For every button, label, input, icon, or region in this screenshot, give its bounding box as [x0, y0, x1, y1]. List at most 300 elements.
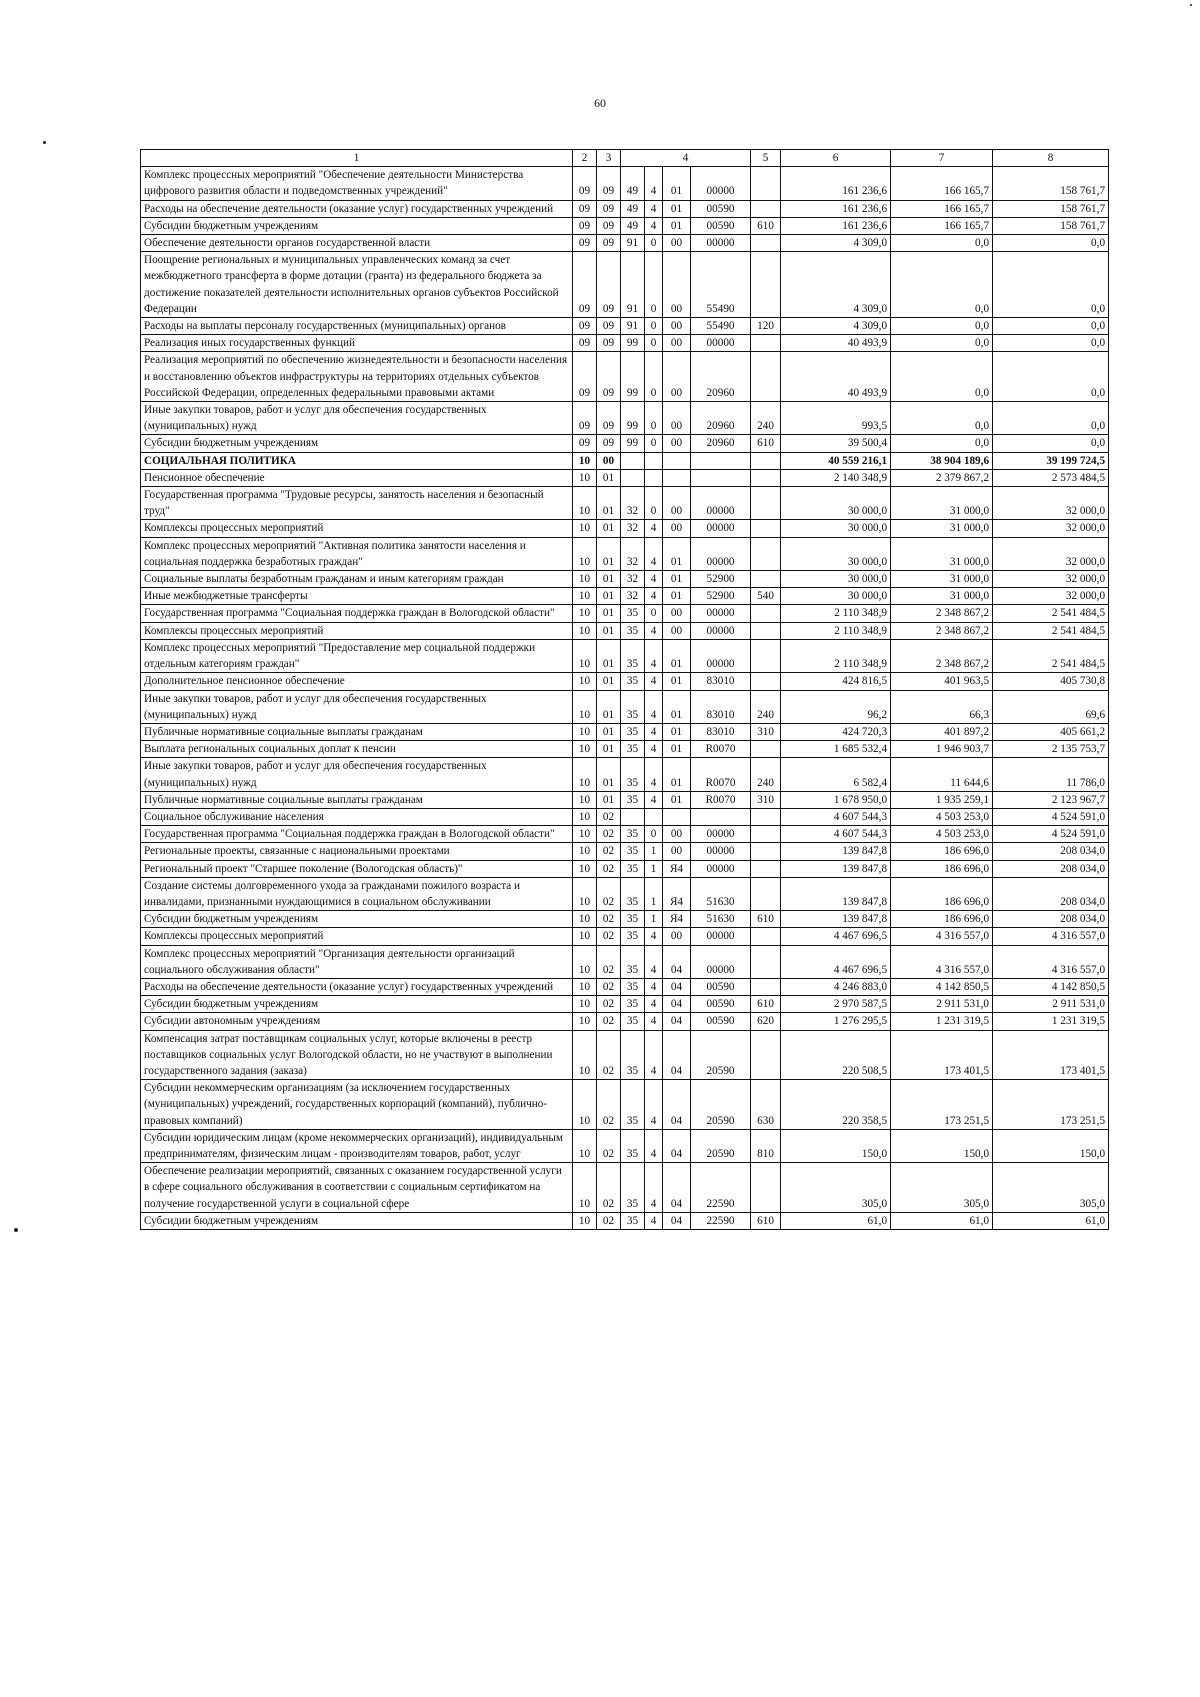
expense-type-code [751, 639, 781, 672]
amount-col-8: 405 730,8 [993, 673, 1109, 690]
program-code: 32 [621, 520, 645, 537]
table-row [141, 235, 1109, 252]
program-code: 35 [621, 605, 645, 622]
subsection-code: 01 [597, 571, 621, 588]
row-name: Обеспечение деятельности органов государственной власти [141, 235, 573, 252]
amount-col-7: 186 696,0 [891, 843, 993, 860]
amount-col-6: 220 508,5 [781, 1030, 891, 1080]
amount-col-6: 161 236,6 [781, 217, 891, 234]
program-code: 35 [621, 1030, 645, 1080]
row-name: Субсидии бюджетным учреждениям [141, 1212, 573, 1229]
table-row [141, 808, 1109, 825]
row-name: Иные межбюджетные трансферты [141, 588, 573, 605]
subsection-code: 09 [597, 318, 621, 335]
expense-type-code [751, 860, 781, 877]
amount-col-8: 2 541 484,5 [993, 622, 1109, 639]
expense-type-code [751, 843, 781, 860]
amount-col-6: 30 000,0 [781, 487, 891, 520]
section-code: 10 [573, 487, 597, 520]
subsection-code: 02 [597, 1212, 621, 1229]
amount-col-6: 161 236,6 [781, 167, 891, 200]
structure-code: 00 [663, 435, 691, 452]
expense-type-code [751, 1030, 781, 1080]
program-type-code: 4 [645, 928, 663, 945]
direction-code: 20960 [691, 435, 751, 452]
subsection-code: 01 [597, 605, 621, 622]
program-code: 49 [621, 167, 645, 200]
program-type-code: 0 [645, 487, 663, 520]
structure-code: 00 [663, 235, 691, 252]
amount-col-7: 61,0 [891, 1212, 993, 1229]
structure-code: 00 [663, 252, 691, 318]
row-name: Расходы на обеспечение деятельности (оказание услуг) государственных учреждений [141, 978, 573, 995]
program-type-code: 0 [645, 252, 663, 318]
program-type-code: 4 [645, 791, 663, 808]
structure-code: 00 [663, 622, 691, 639]
structure-code: 04 [663, 978, 691, 995]
structure-code: 01 [663, 758, 691, 791]
program-code: 35 [621, 1163, 645, 1213]
subsection-code: 01 [597, 537, 621, 570]
program-code: 35 [621, 758, 645, 791]
amount-col-7: 31 000,0 [891, 487, 993, 520]
subsection-code: 02 [597, 945, 621, 978]
table-row [141, 673, 1109, 690]
amount-col-6: 61,0 [781, 1212, 891, 1229]
table-row [141, 402, 1109, 435]
table-row [141, 639, 1109, 672]
program-code: 35 [621, 843, 645, 860]
header-cell: 2 [573, 150, 597, 167]
direction-code: 20590 [691, 1080, 751, 1130]
program-code: 99 [621, 335, 645, 352]
subsection-code: 09 [597, 435, 621, 452]
structure-code: 04 [663, 945, 691, 978]
program-type-code: 4 [645, 1129, 663, 1162]
expense-type-code [751, 571, 781, 588]
section-code: 10 [573, 945, 597, 978]
table-row [141, 928, 1109, 945]
section-code: 09 [573, 335, 597, 352]
program-type-code [645, 469, 663, 486]
table-row [141, 318, 1109, 335]
section-code: 10 [573, 843, 597, 860]
expense-type-code [751, 978, 781, 995]
expense-type-code: 540 [751, 588, 781, 605]
structure-code [663, 469, 691, 486]
amount-col-6: 1 276 295,5 [781, 1013, 891, 1030]
table-row [141, 741, 1109, 758]
section-code: 10 [573, 469, 597, 486]
direction-code: 22590 [691, 1163, 751, 1213]
subsection-code: 02 [597, 928, 621, 945]
amount-col-6: 4 309,0 [781, 252, 891, 318]
direction-code: R0070 [691, 758, 751, 791]
direction-code: 00590 [691, 996, 751, 1013]
row-name: Публичные нормативные социальные выплаты гражданам [141, 723, 573, 740]
structure-code: 01 [663, 588, 691, 605]
budget-table [140, 149, 1109, 1230]
expense-type-code: 610 [751, 1212, 781, 1229]
program-code: 35 [621, 1212, 645, 1229]
row-name: Пенсионное обеспечение [141, 469, 573, 486]
table-row [141, 1163, 1109, 1213]
table-row [141, 978, 1109, 995]
amount-col-7: 173 401,5 [891, 1030, 993, 1080]
direction-code: R0070 [691, 741, 751, 758]
amount-col-7: 1 935 259,1 [891, 791, 993, 808]
program-code: 99 [621, 402, 645, 435]
row-name: Комплекс процессных мероприятий "Обеспечение деятельности Министерства цифрового развития области и подведомственных учреждений" [141, 167, 573, 200]
amount-col-8: 4 316 557,0 [993, 928, 1109, 945]
row-name: Комплексы процессных мероприятий [141, 520, 573, 537]
amount-col-6: 139 847,8 [781, 860, 891, 877]
amount-col-6: 139 847,8 [781, 911, 891, 928]
amount-col-7: 1 946 903,7 [891, 741, 993, 758]
program-type-code: 4 [645, 167, 663, 200]
amount-col-6: 2 970 587,5 [781, 996, 891, 1013]
amount-col-8: 0,0 [993, 435, 1109, 452]
program-code: 35 [621, 826, 645, 843]
row-name: Государственная программа "Социальная поддержка граждан в Вологодской области" [141, 605, 573, 622]
direction-code: 83010 [691, 723, 751, 740]
amount-col-6: 4 607 544,3 [781, 826, 891, 843]
program-type-code [645, 452, 663, 469]
row-name: Создание системы долговременного ухода за гражданами пожилого возраста и инвалидами, признанными нуждающимися в социальном обслуживании [141, 877, 573, 910]
program-type-code: 1 [645, 911, 663, 928]
table-row [141, 435, 1109, 452]
section-code: 09 [573, 435, 597, 452]
amount-col-6: 30 000,0 [781, 520, 891, 537]
subsection-code: 09 [597, 335, 621, 352]
program-code: 35 [621, 673, 645, 690]
direction-code: 83010 [691, 690, 751, 723]
direction-code: 00000 [691, 826, 751, 843]
amount-col-7: 401 897,2 [891, 723, 993, 740]
structure-code [663, 808, 691, 825]
amount-col-7: 31 000,0 [891, 537, 993, 570]
direction-code [691, 452, 751, 469]
expense-type-code [751, 741, 781, 758]
header-cell: 3 [597, 150, 621, 167]
header-cell: 4 [621, 150, 751, 167]
expense-type-code [751, 252, 781, 318]
program-code: 91 [621, 252, 645, 318]
structure-code: 01 [663, 571, 691, 588]
section-code: 10 [573, 1030, 597, 1080]
subsection-code: 01 [597, 723, 621, 740]
amount-col-6: 4 607 544,3 [781, 808, 891, 825]
amount-col-8: 405 661,2 [993, 723, 1109, 740]
amount-col-7: 2 348 867,2 [891, 605, 993, 622]
amount-col-6: 4 467 696,5 [781, 945, 891, 978]
header-row [141, 150, 1109, 167]
expense-type-code [751, 167, 781, 200]
amount-col-8: 2 911 531,0 [993, 996, 1109, 1013]
amount-col-7: 2 911 531,0 [891, 996, 993, 1013]
amount-col-7: 2 379 867,2 [891, 469, 993, 486]
program-type-code [645, 808, 663, 825]
subsection-code: 09 [597, 200, 621, 217]
expense-type-code: 610 [751, 217, 781, 234]
amount-col-6: 139 847,8 [781, 843, 891, 860]
subsection-code: 02 [597, 826, 621, 843]
amount-col-8: 208 034,0 [993, 843, 1109, 860]
program-type-code: 4 [645, 1030, 663, 1080]
row-name: Комплексы процессных мероприятий [141, 622, 573, 639]
amount-col-8: 208 034,0 [993, 860, 1109, 877]
subsection-code: 01 [597, 741, 621, 758]
scan-speck [14, 1228, 18, 1232]
section-code: 10 [573, 588, 597, 605]
direction-code: 55490 [691, 252, 751, 318]
table-row [141, 352, 1109, 402]
table-row [141, 1129, 1109, 1162]
subsection-code: 09 [597, 352, 621, 402]
amount-col-6: 161 236,6 [781, 200, 891, 217]
structure-code: 00 [663, 335, 691, 352]
amount-col-8: 32 000,0 [993, 537, 1109, 570]
program-type-code: 4 [645, 537, 663, 570]
structure-code: 01 [663, 741, 691, 758]
expense-type-code [751, 605, 781, 622]
expense-type-code [751, 452, 781, 469]
structure-code: 04 [663, 1129, 691, 1162]
page-number: 60 [594, 96, 606, 110]
expense-type-code: 610 [751, 911, 781, 928]
amount-col-7: 31 000,0 [891, 571, 993, 588]
amount-col-7: 4 503 253,0 [891, 826, 993, 843]
structure-code: Я4 [663, 877, 691, 910]
amount-col-6: 96,2 [781, 690, 891, 723]
amount-col-6: 2 110 348,9 [781, 605, 891, 622]
table-row [141, 588, 1109, 605]
direction-code: 00000 [691, 335, 751, 352]
expense-type-code [751, 945, 781, 978]
direction-code: 00590 [691, 978, 751, 995]
program-code: 32 [621, 571, 645, 588]
amount-col-7: 0,0 [891, 335, 993, 352]
subsection-code: 02 [597, 843, 621, 860]
expense-type-code [751, 928, 781, 945]
program-code: 32 [621, 537, 645, 570]
amount-col-6: 4 246 883,0 [781, 978, 891, 995]
section-code: 09 [573, 235, 597, 252]
section-code: 09 [573, 402, 597, 435]
structure-code: 04 [663, 1080, 691, 1130]
row-name: Субсидии бюджетным учреждениям [141, 435, 573, 452]
section-code: 10 [573, 808, 597, 825]
program-type-code: 0 [645, 826, 663, 843]
program-code: 35 [621, 945, 645, 978]
direction-code: 00000 [691, 167, 751, 200]
section-code: 10 [573, 996, 597, 1013]
section-code: 10 [573, 741, 597, 758]
section-code: 10 [573, 1013, 597, 1030]
section-code: 09 [573, 217, 597, 234]
expense-type-code [751, 826, 781, 843]
program-code: 99 [621, 352, 645, 402]
amount-col-7: 0,0 [891, 435, 993, 452]
row-name: Иные закупки товаров, работ и услуг для обеспечения государственных (муниципальных) нужд [141, 758, 573, 791]
amount-col-6: 30 000,0 [781, 571, 891, 588]
table-row [141, 252, 1109, 318]
table-row [141, 690, 1109, 723]
amount-col-7: 173 251,5 [891, 1080, 993, 1130]
program-type-code: 4 [645, 690, 663, 723]
section-code: 10 [573, 826, 597, 843]
program-code: 49 [621, 217, 645, 234]
table-row [141, 877, 1109, 910]
amount-col-8: 0,0 [993, 402, 1109, 435]
amount-col-6: 150,0 [781, 1129, 891, 1162]
direction-code: 55490 [691, 318, 751, 335]
expense-type-code [751, 487, 781, 520]
direction-code: 00000 [691, 945, 751, 978]
amount-col-8: 173 401,5 [993, 1030, 1109, 1080]
table-row [141, 843, 1109, 860]
program-code: 35 [621, 1129, 645, 1162]
header-cell: 5 [751, 150, 781, 167]
row-name: Социальное обслуживание населения [141, 808, 573, 825]
program-type-code: 0 [645, 235, 663, 252]
amount-col-8: 158 761,7 [993, 217, 1109, 234]
table-row [141, 911, 1109, 928]
direction-code: 20590 [691, 1030, 751, 1080]
table-row [141, 1013, 1109, 1030]
program-code: 35 [621, 978, 645, 995]
amount-col-6: 40 493,9 [781, 352, 891, 402]
amount-col-8: 158 761,7 [993, 167, 1109, 200]
structure-code: 01 [663, 673, 691, 690]
subsection-code: 00 [597, 452, 621, 469]
direction-code: 00000 [691, 605, 751, 622]
direction-code: 51630 [691, 911, 751, 928]
amount-col-7: 186 696,0 [891, 877, 993, 910]
section-code: 10 [573, 1080, 597, 1130]
amount-col-6: 40 493,9 [781, 335, 891, 352]
section-code: 09 [573, 200, 597, 217]
row-name: Обеспечение реализации мероприятий, связанных с оказанием государственной услуги в сфере социального обслуживания в соответствии с социальным сертификатом на получение государственной услуги в социальной сфере [141, 1163, 573, 1213]
amount-col-6: 30 000,0 [781, 537, 891, 570]
expense-type-code [751, 335, 781, 352]
subsection-code: 01 [597, 690, 621, 723]
amount-col-8: 208 034,0 [993, 877, 1109, 910]
amount-col-6: 139 847,8 [781, 877, 891, 910]
row-name: Социальные выплаты безработным гражданам и иным категориям граждан [141, 571, 573, 588]
structure-code: 00 [663, 605, 691, 622]
structure-code: 01 [663, 690, 691, 723]
section-code: 10 [573, 571, 597, 588]
table-row [141, 167, 1109, 200]
section-code: 10 [573, 928, 597, 945]
amount-col-6: 1 678 950,0 [781, 791, 891, 808]
table-row [141, 723, 1109, 740]
program-type-code: 4 [645, 978, 663, 995]
expense-type-code [751, 808, 781, 825]
amount-col-8: 2 541 484,5 [993, 605, 1109, 622]
amount-col-6: 2 110 348,9 [781, 639, 891, 672]
subsection-code: 09 [597, 167, 621, 200]
amount-col-7: 0,0 [891, 402, 993, 435]
scan-speck [43, 141, 46, 144]
program-code: 91 [621, 318, 645, 335]
direction-code: 20960 [691, 352, 751, 402]
table-row [141, 571, 1109, 588]
amount-col-7: 4 316 557,0 [891, 928, 993, 945]
section-code: 10 [573, 791, 597, 808]
direction-code: 51630 [691, 877, 751, 910]
row-name: СОЦИАЛЬНАЯ ПОЛИТИКА [141, 452, 573, 469]
direction-code: 00000 [691, 622, 751, 639]
amount-col-7: 2 348 867,2 [891, 639, 993, 672]
direction-code: 00000 [691, 520, 751, 537]
direction-code: 00590 [691, 1013, 751, 1030]
section-code: 10 [573, 723, 597, 740]
row-name: Дополнительное пенсионное обеспечение [141, 673, 573, 690]
direction-code: 22590 [691, 1212, 751, 1229]
section-code: 10 [573, 452, 597, 469]
direction-code: 00000 [691, 537, 751, 570]
program-type-code: 1 [645, 877, 663, 910]
structure-code: 00 [663, 928, 691, 945]
amount-col-8: 173 251,5 [993, 1080, 1109, 1130]
direction-code: 00000 [691, 860, 751, 877]
amount-col-8: 4 524 591,0 [993, 808, 1109, 825]
direction-code [691, 808, 751, 825]
row-name: Реализация иных государственных функций [141, 335, 573, 352]
subsection-code: 09 [597, 402, 621, 435]
amount-col-8: 61,0 [993, 1212, 1109, 1229]
subsection-code: 02 [597, 1163, 621, 1213]
section-code: 10 [573, 877, 597, 910]
section-code: 10 [573, 537, 597, 570]
amount-col-6: 993,5 [781, 402, 891, 435]
program-type-code: 1 [645, 843, 663, 860]
amount-col-7: 11 644,6 [891, 758, 993, 791]
table-row [141, 758, 1109, 791]
amount-col-7: 0,0 [891, 235, 993, 252]
amount-col-6: 40 559 216,1 [781, 452, 891, 469]
amount-col-8: 1 231 319,5 [993, 1013, 1109, 1030]
amount-col-6: 1 685 532,4 [781, 741, 891, 758]
program-type-code: 4 [645, 217, 663, 234]
direction-code: 00000 [691, 235, 751, 252]
row-name: Иные закупки товаров, работ и услуг для обеспечения государственных (муниципальных) нужд [141, 690, 573, 723]
table-row [141, 860, 1109, 877]
program-code: 32 [621, 487, 645, 520]
row-name: Поощрение региональных и муниципальных управленческих команд за счет межбюджетного трансферта в форме дотации (гранта) из федерального бюджета за достижение показателей деятельности исполнительных органов субъектов Российской Федерации [141, 252, 573, 318]
program-type-code: 4 [645, 1163, 663, 1213]
structure-code: 01 [663, 167, 691, 200]
amount-col-8: 2 123 967,7 [993, 791, 1109, 808]
subsection-code: 02 [597, 1030, 621, 1080]
subsection-code: 02 [597, 996, 621, 1013]
table-row [141, 469, 1109, 486]
amount-col-7: 305,0 [891, 1163, 993, 1213]
program-type-code: 4 [645, 945, 663, 978]
section-code: 10 [573, 605, 597, 622]
subsection-code: 02 [597, 860, 621, 877]
expense-type-code: 630 [751, 1080, 781, 1130]
amount-col-6: 4 467 696,5 [781, 928, 891, 945]
program-type-code: 4 [645, 520, 663, 537]
program-type-code: 4 [645, 673, 663, 690]
amount-col-8: 305,0 [993, 1163, 1109, 1213]
row-name: Иные закупки товаров, работ и услуг для обеспечения государственных (муниципальных) нужд [141, 402, 573, 435]
subsection-code: 01 [597, 469, 621, 486]
amount-col-6: 424 720,3 [781, 723, 891, 740]
